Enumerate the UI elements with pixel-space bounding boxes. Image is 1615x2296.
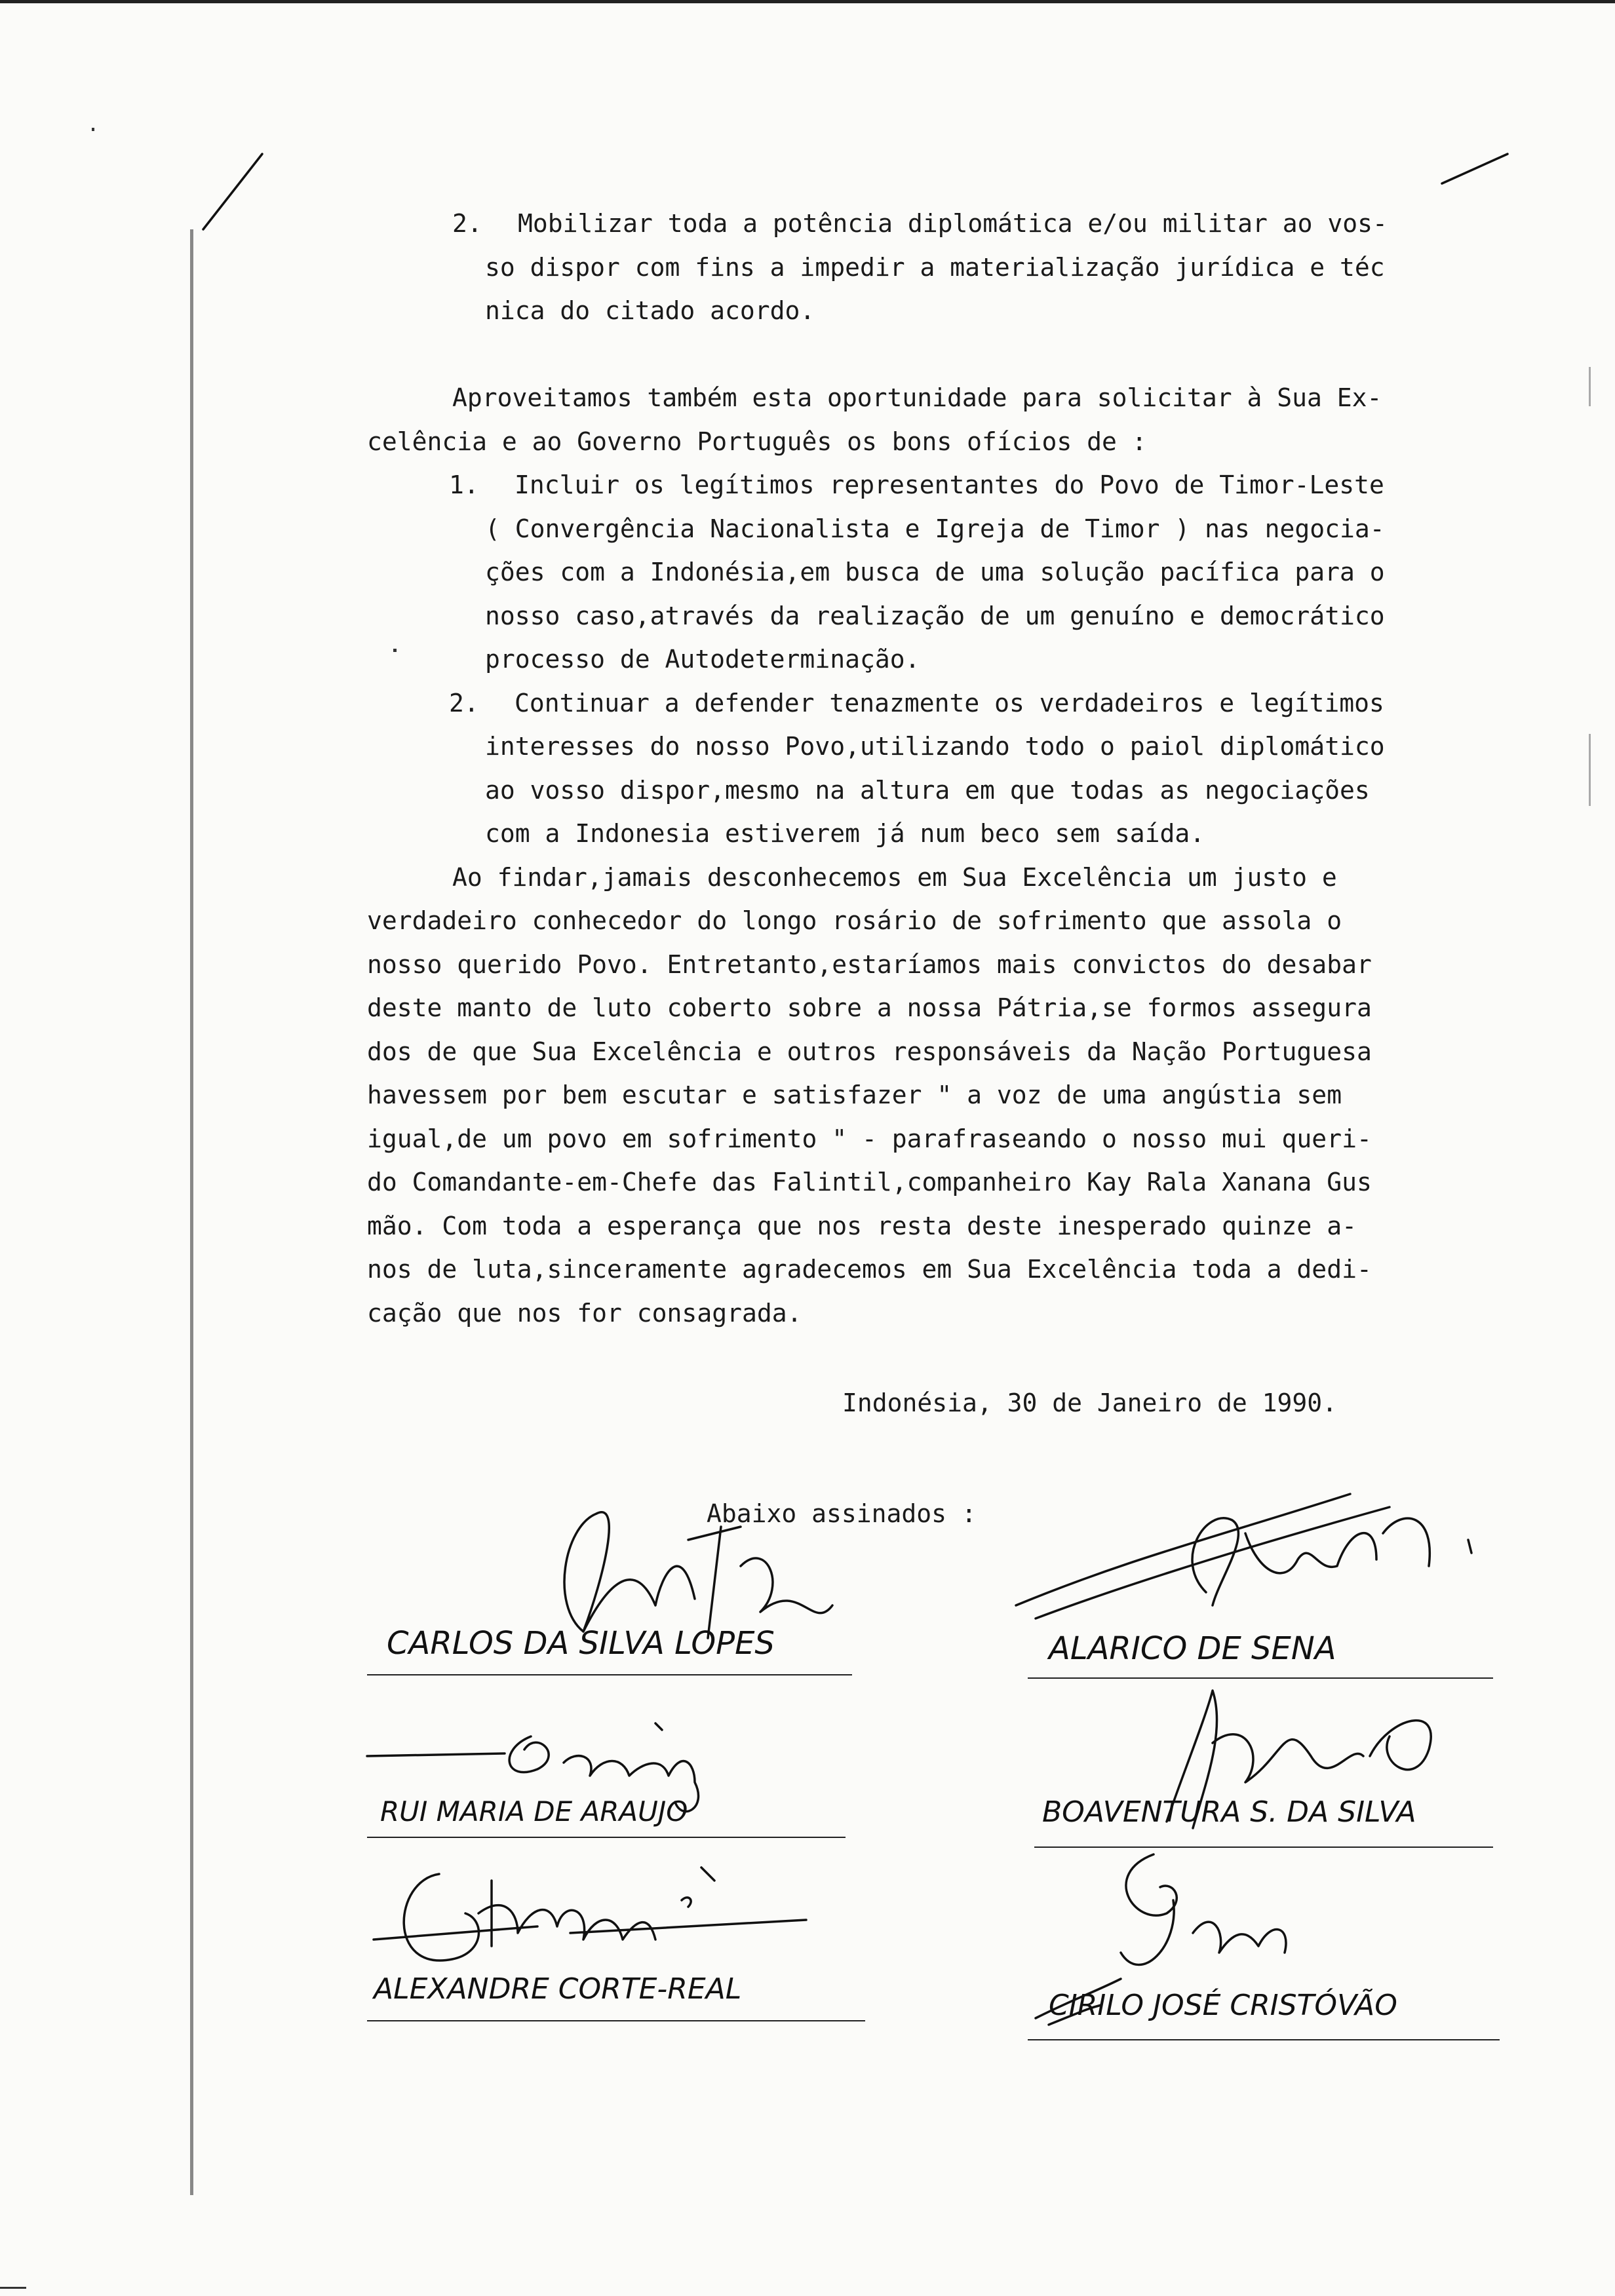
signed-label: Abaixo assinados :: [707, 1499, 977, 1528]
signature-line-left-2: [367, 1837, 846, 1838]
signatory-name: RUI MARIA DE ARAUJO: [380, 1795, 688, 1827]
signature-scribble-alexandre: [374, 1854, 819, 1985]
closing-line-8: do Comandante-em-Chefe das Falintil,companheiro Kay Rala Xanana Gus: [367, 1168, 1372, 1196]
request-1-line-1: 1. Incluir os legítimos representantes do Povo de Timor-Leste: [449, 470, 1384, 499]
closing-line-1: Ao findar,jamais desconhecemos em Sua Excelência um justo e: [452, 862, 1337, 892]
scan-mark: [1589, 734, 1591, 806]
scan-top-edge: [0, 0, 1615, 3]
signature-line-left-1: [367, 1674, 852, 1675]
request-1-line-4: nosso caso,através da realização de um genuíno e democrático: [485, 601, 1385, 630]
scan-stroke: [197, 151, 269, 236]
closing-line-4: deste manto de luto coberto sobre a nossa Pátria,se formos assegura: [367, 993, 1372, 1022]
request-2-line-2: interesses do nosso Povo,utilizando todo o paiol diplomático: [485, 732, 1385, 761]
request-intro-line-1: Aproveitamos também esta oportunidade para solicitar à Sua Ex-: [452, 383, 1382, 412]
request-1-line-5: processo de Autodeterminação.: [485, 645, 920, 674]
closing-line-5: dos de que Sua Excelência e outros responsáveis da Nação Portuguesa: [367, 1037, 1372, 1066]
scan-stroke: [1435, 151, 1514, 190]
scan-mark: [0, 2287, 26, 2289]
date-line: Indonésia, 30 de Janeiro de 1990.: [842, 1388, 1337, 1417]
request-2-line-1: 2. Continuar a defender tenazmente os verdadeiros e legítimos: [449, 688, 1384, 718]
signature-line-right-3: [1028, 2039, 1500, 2040]
item-2-top-line-2: so dispor com fins a impedir a materialização jurídica e téc: [485, 252, 1385, 282]
request-1-line-3: ções com a Indonésia,em busca de uma solução pacífica para o: [485, 558, 1385, 586]
request-2-line-3: ao vosso dispor,mesmo na altura em que todas as negociações: [485, 775, 1370, 805]
signatory-name: CIRILO JOSÉ CRISTÓVÃO: [1049, 1989, 1397, 2022]
request-1-line-2: ( Convergência Nacionalista e Igreja de Timor ) nas negocia-: [485, 514, 1385, 543]
item-2-top-line-3: nica do citado acordo.: [485, 296, 815, 325]
scan-mark: [92, 128, 94, 131]
closing-line-11: cação que nos for consagrada.: [367, 1298, 802, 1328]
item-2-top-line-1: 2. Mobilizar toda a potência diplomática e/ou militar ao vos-: [452, 209, 1388, 238]
closing-line-2: verdadeiro conhecedor do longo rosário de sofrimento que assola o: [367, 906, 1342, 935]
signatory-name: ALEXANDRE CORTE-REAL: [374, 1972, 742, 2006]
spacer: [367, 333, 1494, 377]
closing-line-6: havessem por bem escutar e satisfazer " a voz de uma angústia sem: [367, 1081, 1342, 1109]
scan-mark: [1589, 367, 1591, 406]
closing-line-9: mão. Com toda a esperança que nos resta deste inesperado quinze a-: [367, 1211, 1357, 1240]
signatory-name: CARLOS DA SILVA LOPES: [387, 1625, 775, 1662]
request-intro-line-2: celência e ao Governo Português os bons ofícios de :: [367, 427, 1147, 456]
closing-line-3: nosso querido Povo. Entretanto,estaríamos mais convictos do desabar: [367, 949, 1372, 979]
request-2-line-4: com a Indonesia estiverem já num beco sem saída.: [485, 819, 1205, 848]
signature-scribble-alarico: [1009, 1481, 1508, 1638]
letter-body: [367, 202, 1494, 1335]
scan-mark: [190, 229, 193, 2195]
signatory-name: BOAVENTURA S. DA SILVA: [1042, 1795, 1416, 1829]
signatory-name: ALARICO DE SENA: [1049, 1630, 1336, 1667]
closing-line-7: igual,de um povo em sofrimento " - parafraseando o nosso mui queri-: [367, 1124, 1372, 1153]
signature-line-left-3: [367, 2020, 865, 2021]
closing-line-10: nos de luta,sinceramente agradecemos em Sua Excelência toda a dedi-: [367, 1255, 1372, 1284]
